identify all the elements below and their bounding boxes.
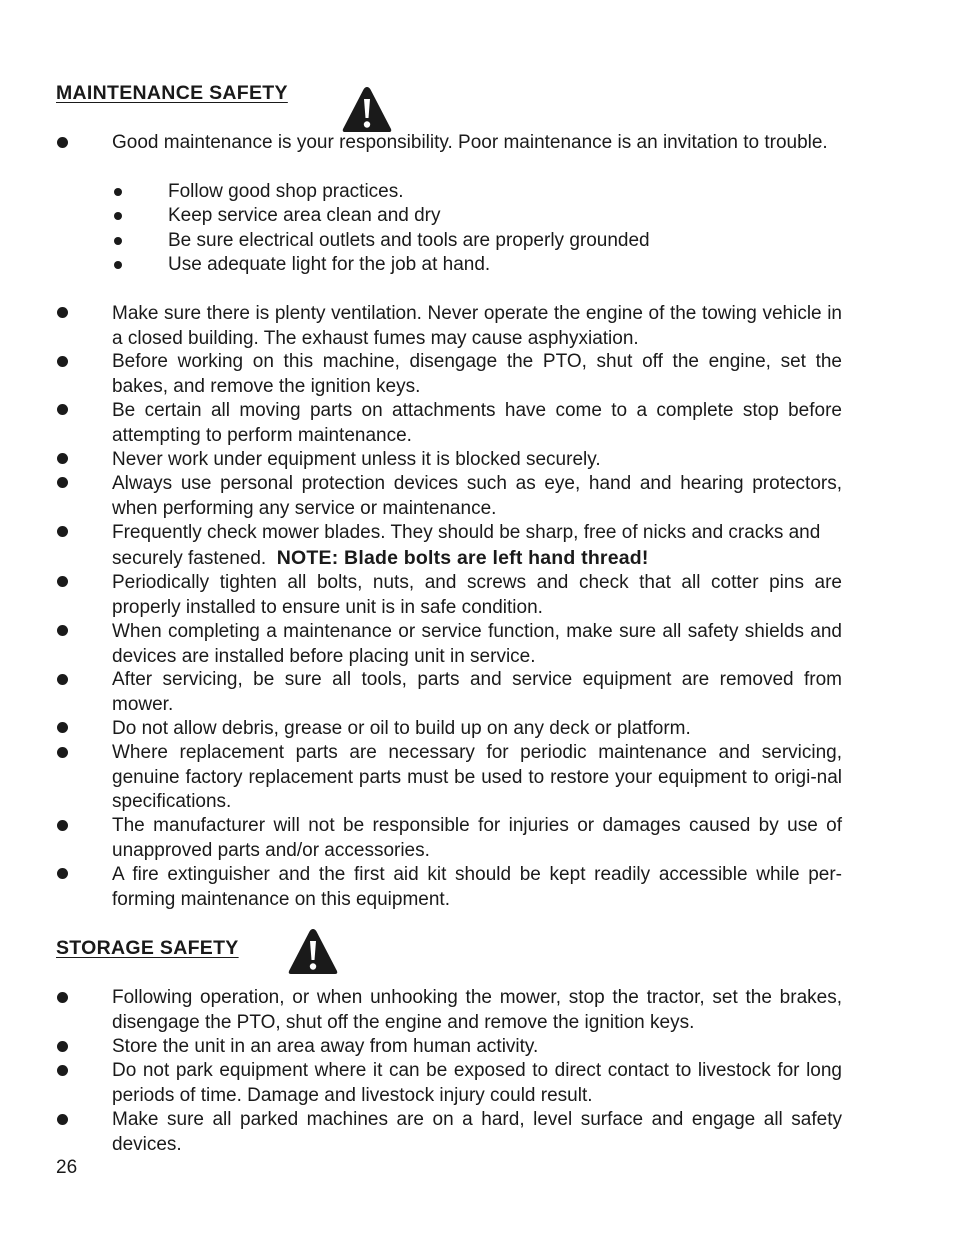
page-number: 26 [56, 1157, 78, 1178]
bullet-icon [57, 1065, 68, 1076]
bullet-icon [57, 526, 68, 537]
list-item: Always use personal protection devices such as eye, hand and hearing protectors, when performing any service or maintenance. [112, 473, 842, 519]
sub-item: Keep service area clean and dry [168, 205, 441, 226]
bullet-icon [57, 477, 68, 488]
bullet-icon [57, 356, 68, 367]
list-item: The manufacturer will not be responsible for injuries or damages caused by use of unapproved parts and/or accessories. [112, 815, 842, 861]
list-item: Make sure all parked machines are on a hard, level surface and engage all safety devices. [112, 1109, 842, 1155]
bullet-icon [57, 453, 68, 464]
bullet-icon [57, 625, 68, 636]
bullet-icon [57, 404, 68, 415]
bullet-icon [57, 868, 68, 879]
list-item: Following operation, or when unhooking the mower, stop the tractor, set the brakes, disengage the PTO, shut off the engine and remove the ignition keys. [112, 987, 842, 1033]
bullet-icon [57, 576, 68, 587]
bullet-icon [57, 747, 68, 758]
list-item-text: Frequently check mower blades. They should be sharp, free of nicks and cracks and securely fastened. [112, 522, 821, 569]
list-item: A fire extinguisher and the first aid kit should be kept readily accessible while per-forming maintenance on this equipment. [112, 864, 842, 910]
list-item: Make sure there is plenty ventilation. Never operate the engine of the towing vehicle in a closed building. The exhaust fumes may cause asphyxiation. [112, 303, 842, 349]
storage-heading: STORAGE SAFETY [56, 937, 239, 959]
sub-item: Follow good shop practices. [168, 181, 404, 202]
list-item: Where replacement parts are necessary for periodic maintenance and servicing, genuine factory replacement parts must be used to restore your equipment to origi-nal specifications. [112, 742, 842, 812]
maintenance-heading: MAINTENANCE SAFETY [56, 82, 288, 104]
list-item-blades [112, 521, 842, 571]
warning-triangle-icon [340, 84, 394, 134]
bullet-icon [57, 820, 68, 831]
bullet-icon [57, 307, 68, 318]
bullet-icon [114, 261, 122, 269]
bullet-icon [57, 1114, 68, 1125]
bullet-icon [57, 992, 68, 1003]
list-item: After servicing, be sure all tools, parts and service equipment are removed from mower. [112, 669, 842, 715]
bullet-icon [114, 237, 122, 245]
list-item: Do not allow debris, grease or oil to build up on any deck or platform. [112, 718, 691, 739]
bullet-icon [57, 137, 68, 148]
sub-item: Be sure electrical outlets and tools are properly grounded [168, 230, 650, 251]
maintenance-intro: Good maintenance is your responsibility. Poor maintenance is an invitation to trouble. [112, 132, 828, 153]
warning-triangle-icon [286, 926, 340, 976]
bullet-icon [57, 1041, 68, 1052]
bullet-icon [57, 722, 68, 733]
list-item: Before working on this machine, disengage the PTO, shut off the engine, set the bakes, and remove the ignition keys. [112, 351, 842, 397]
sub-item: Use adequate light for the job at hand. [168, 254, 491, 275]
list-item: Never work under equipment unless it is blocked securely. [112, 449, 601, 470]
bullet-icon [114, 212, 122, 220]
bullet-icon [57, 674, 68, 685]
list-item: Periodically tighten all bolts, nuts, and screws and check that all cotter pins are properly installed to ensure unit is in safe condition. [112, 572, 842, 618]
list-item: Be certain all moving parts on attachments have come to a complete stop before attempting to perform maintenance. [112, 400, 842, 446]
blade-note: NOTE: Blade bolts are left hand thread! [276, 546, 649, 569]
list-item: When completing a maintenance or service function, make sure all safety shields and devices are installed before placing unit in service. [112, 621, 842, 667]
list-item: Do not park equipment where it can be exposed to direct contact to livestock for long periods of time. Damage and livestock injury could result. [112, 1060, 842, 1106]
list-item: Store the unit in an area away from human activity. [112, 1036, 539, 1057]
bullet-icon [114, 188, 122, 196]
